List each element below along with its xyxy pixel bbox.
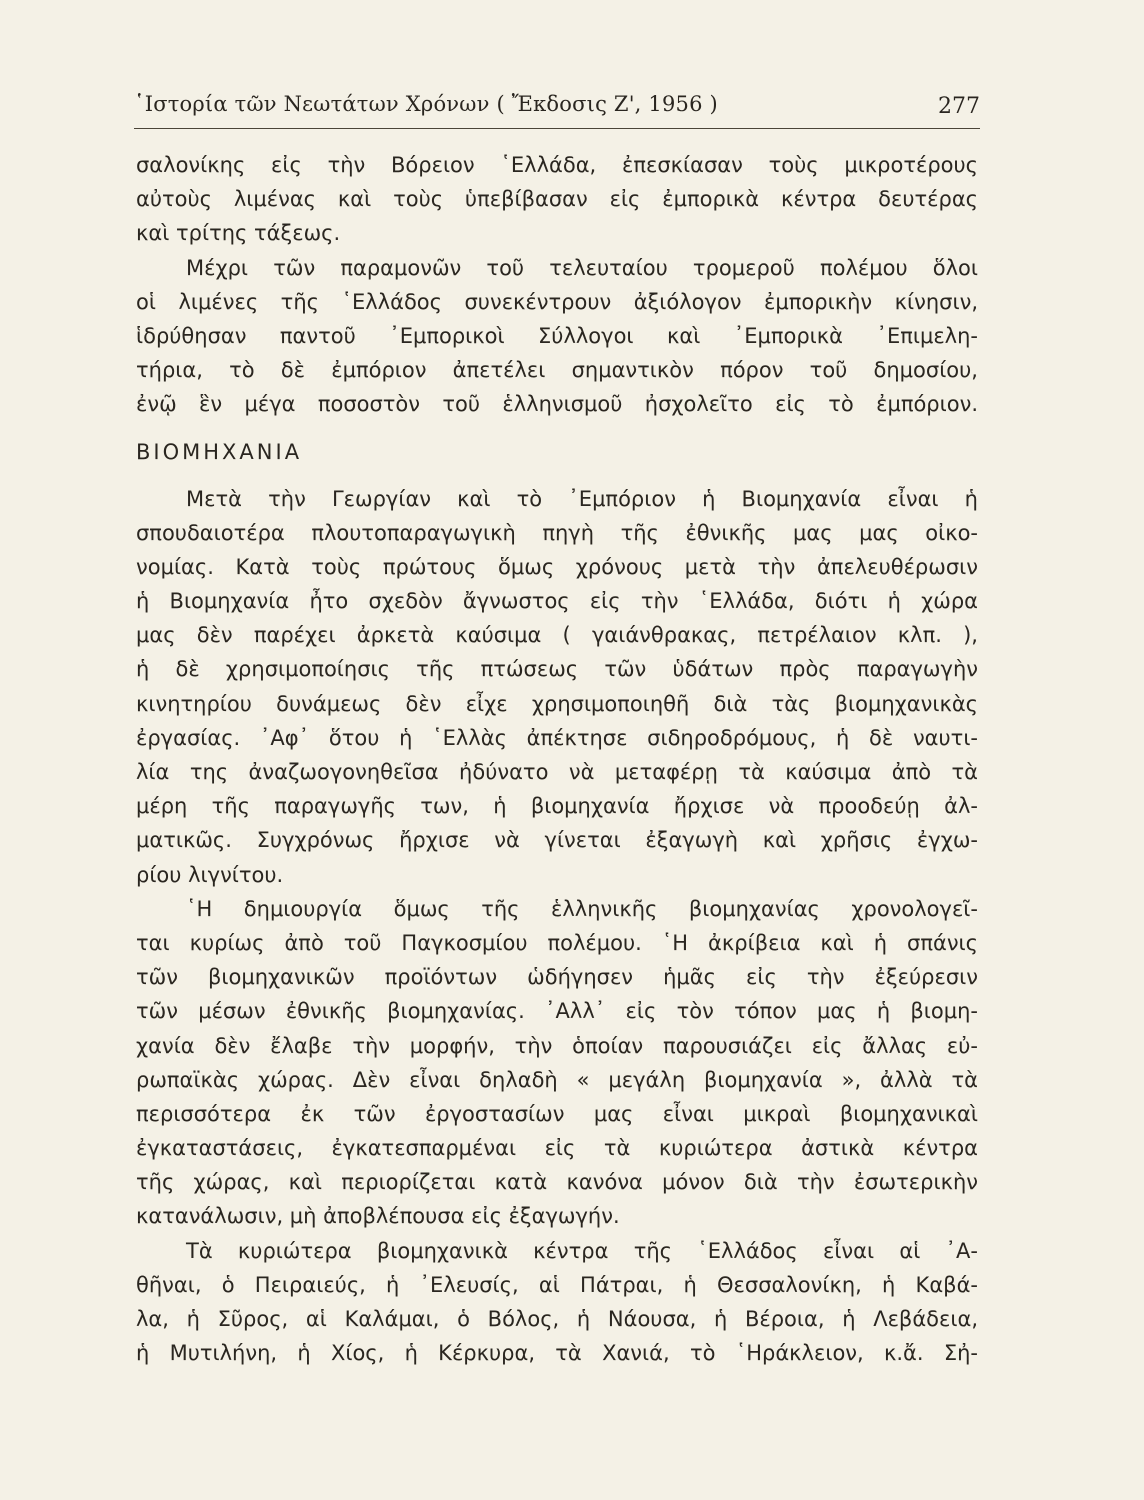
text-line: ρωπαϊκὰς χώρας. Δὲν εἶναι δηλαδὴ « μεγάλη βιομηχανία », ἀλλὰ τὰ (136, 1067, 978, 1092)
text-line: ἐργασίας. ᾽Αφ᾽ ὅτου ἡ ῾Ελλὰς ἀπέκτησε σιδηροδρόμους, ἡ δὲ ναυτι- (136, 725, 978, 750)
text-line: οἱ λιμένες τῆς ῾Ελλάδος συνεκέντρουν ἀξιόλογον ἐμπορικὴν κίνησιν, (136, 289, 978, 314)
text-line: ται κυρίως ἀπὸ τοῦ Παγκοσμίου πολέμου. ῾Η ἀκρίβεια καὶ ἡ σπάνις (136, 930, 978, 955)
text-line: τῆς χώρας, καὶ περιορίζεται κατὰ κανόνα μόνον διὰ τὴν ἐσωτερικὴν (136, 1170, 978, 1195)
text-line: ἐνῷ ἓν μέγα ποσοστὸν τοῦ ἑλληνισμοῦ ἠσχολεῖτο εἰς τὸ ἐμπόριον. (136, 392, 978, 417)
section-heading: ΒΙΟΜΗΧΑΝΙΑ (136, 439, 303, 464)
page-body (136, 148, 978, 1370)
text-line: τῶν μέσων ἐθνικῆς βιομηχανίας. ᾽Αλλ᾽ εἰς τὸν τόπον μας ἡ βιομη- (136, 999, 978, 1024)
text-line: ματικῶς. Συγχρόνως ἤρχισε νὰ γίνεται ἐξαγωγὴ καὶ χρῆσις ἐγχω- (136, 828, 978, 853)
text-line: νομίας. Κατὰ τοὺς πρώτους ὅμως χρόνους μετὰ τὴν ἀπελευθέρωσιν (136, 554, 978, 579)
text-line: μας δὲν παρέχει ἀρκετὰ καύσιμα ( γαιάνθρακας, πετρέλαιον κλπ. ), (136, 623, 978, 648)
text-line: λα, ἡ Σῦρος, αἱ Καλάμαι, ὁ Βόλος, ἡ Νάουσα, ἡ Βέροια, ἡ Λεβάδεια, (136, 1307, 978, 1331)
text-line: ἡ Βιομηχανία ἦτο σχεδὸν ἄγνωστος εἰς τὴν ῾Ελλάδα, διότι ἡ χώρα (136, 589, 978, 614)
text-line: αὐτοὺς λιμένας καὶ τοὺς ὑπεβίβασαν εἰς ἐμπορικὰ κέντρα δευτέρας (136, 187, 978, 212)
text-line: κινητηρίου δυνάμεως δὲν εἶχε χρησιμοποιηθῆ διὰ τὰς βιομηχανικὰς (136, 691, 978, 716)
text-line: Τὰ κυριώτερα βιομηχανικὰ κέντρα τῆς ῾Ελλάδος εἶναι αἱ ᾽Α- (186, 1238, 978, 1263)
text-line: σαλονίκης εἰς τὴν Βόρειον ῾Ελλάδα, ἐπεσκίασαν τοὺς μικροτέρους (136, 153, 978, 177)
text-line: τήρια, τὸ δὲ ἐμπόριον ἀπετέλει σημαντικὸν πόρον τοῦ δημοσίου, (136, 358, 978, 383)
text-line: περισσότερα ἐκ τῶν ἐργοστασίων μας εἶναι μικραὶ βιομηχανικαὶ (136, 1101, 978, 1126)
text-line: ρίου λιγνίτου. (136, 862, 284, 887)
text-line: καὶ τρίτης τάξεως. (136, 221, 341, 246)
text-line: Μέχρι τῶν παραμονῶν τοῦ τελευταίου τρομεροῦ πολέμου ὅλοι (186, 255, 978, 280)
text-line: θῆναι, ὁ Πειραιεύς, ἡ ᾽Ελευσίς, αἱ Πάτραι, ἡ Θεσσαλονίκη, ἡ Καβά- (136, 1272, 978, 1297)
text-line: ῾Η δημιουργία ὅμως τῆς ἑλληνικῆς βιομηχανίας χρονολογεῖ- (186, 896, 978, 921)
text-line: τῶν βιομηχανικῶν προϊόντων ὡδήγησεν ἡμᾶς εἰς τὴν ἐξεύρεσιν (136, 965, 978, 990)
text-line: ἡ δὲ χρησιμοποίησις τῆς πτώσεως τῶν ὑδάτων πρὸς παραγωγὴν (136, 657, 978, 682)
page-header (134, 88, 980, 129)
page-number: 277 (938, 94, 980, 119)
running-title: ῾Ιστορία τῶν Νεωτάτων Χρόνων ( Ἔκδοσις Ζ', 1956 ) (134, 92, 718, 116)
text-line: μέρη τῆς παραγωγῆς των, ἡ βιομηχανία ἤρχισε νὰ προοδεύῃ ἀλ- (136, 794, 978, 819)
text-line: σπουδαιοτέρα πλουτοπαραγωγικὴ πηγὴ τῆς ἐθνικῆς μας μας οἰκο- (136, 520, 978, 545)
text-line: ἐγκαταστάσεις, ἐγκατεσπαρμέναι εἰς τὰ κυριώτερα ἀστικὰ κέντρα (136, 1136, 978, 1161)
text-line: λία της ἀναζωογονηθεῖσα ἠδύνατο νὰ μεταφέρῃ τὰ καύσιμα ἀπὸ τὰ (136, 760, 978, 784)
text-line: Μετὰ τὴν Γεωργίαν καὶ τὸ ᾽Εμπόριον ἡ Βιομηχανία εἶναι ἡ (186, 486, 978, 511)
text-line: ἱδρύθησαν παντοῦ ᾽Εμπορικοὶ Σύλλογοι καὶ ᾽Εμπορικὰ ᾽Επιμελη- (136, 323, 978, 348)
text-line: κατανάλωσιν, μὴ ἀποβλέπουσα εἰς ἐξαγωγήν. (136, 1204, 620, 1229)
text-line: χανία δὲν ἔλαβε τὴν μορφήν, τὴν ὁποίαν παρουσιάζει εἰς ἄλλας εὐ- (136, 1033, 978, 1058)
text-line: ἡ Μυτιλήνη, ἡ Χίος, ἡ Κέρκυρα, τὰ Χανιά, τὸ ῾Ηράκλειον, κ.ἄ. Σἠ- (136, 1341, 978, 1366)
